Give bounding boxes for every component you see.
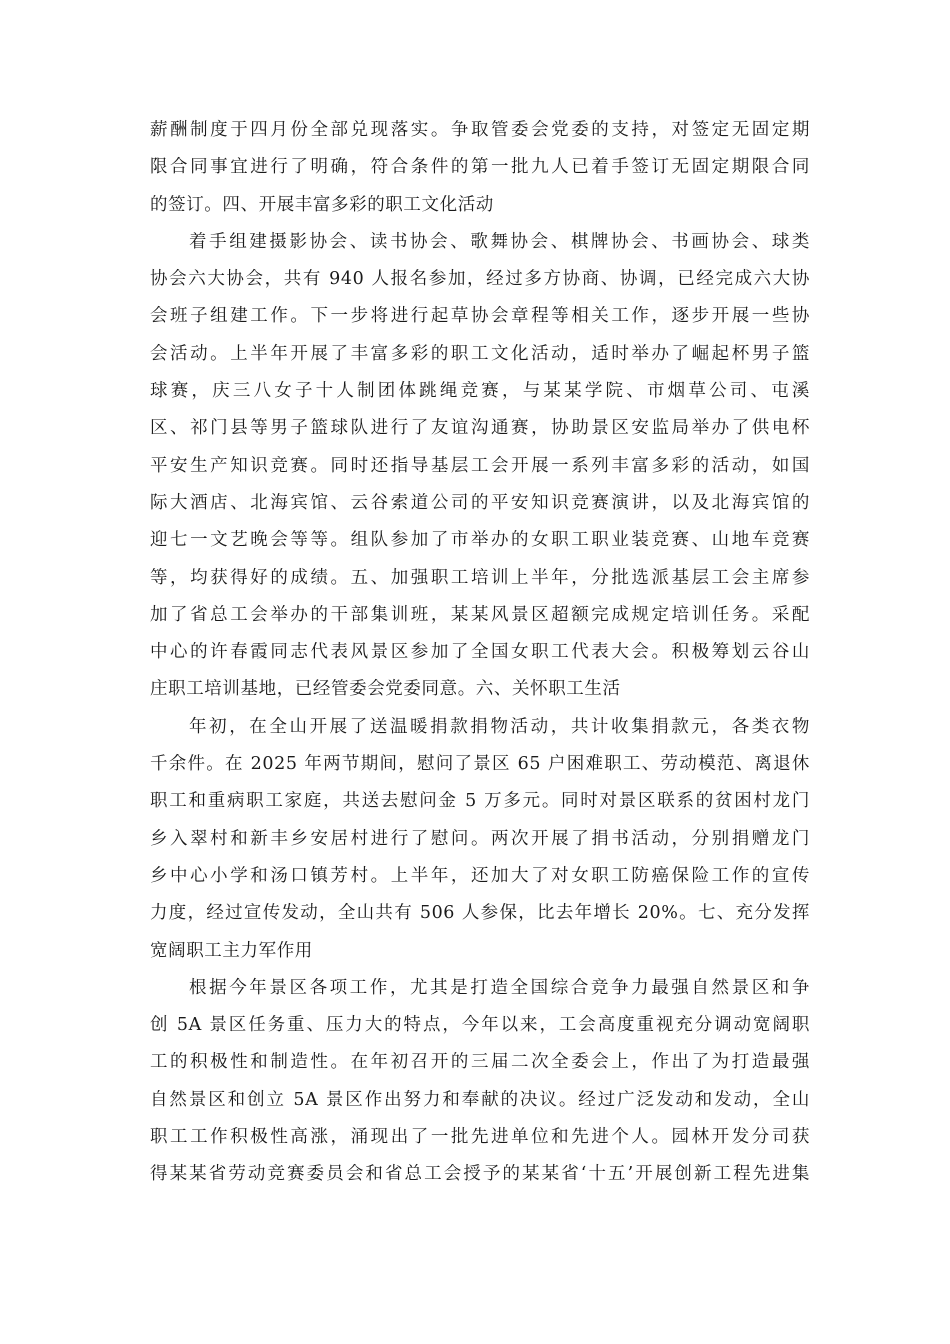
text-line: 创 5A 景区任务重、压力大的特点，今年以来，工会高度重视充分调动宽阔职 (150, 1015, 810, 1036)
paragraph-first-line: 着手组建摄影协会、读书协会、歌舞协会、棋牌协会、书画协会、球类 (189, 231, 810, 252)
text-line: 力度，经过宣传发动，全山共有 506 人参保，比去年增长 20%。七、充分发挥 (150, 903, 810, 924)
text-line: 薪酬制度于四月份全部兑现落实。争取管委会党委的支持，对签定无固定期 (150, 120, 810, 140)
text-line: 宽阔职工主力军作用 (150, 940, 313, 961)
paragraph-first-line: 根据今年景区各项工作，尤其是打造全国综合竞争力最强自然景区和争 (189, 977, 810, 998)
document-body (150, 112, 810, 1194)
text-line: 球赛，庆三八女子十人制团体跳绳竞赛，与某某学院、市烟草公司、屯溪 (150, 381, 810, 402)
text-line: 加了省总工会举办的干部集训班，某某风景区超额完成规定培训任务。采配 (150, 604, 810, 625)
text-line: 限合同事宜进行了明确，符合条件的第一批九人已着手签订无固定期限合同 (150, 157, 810, 178)
text-line: 迎七一文艺晚会等等。组队参加了市举办的女职工职业装竞赛、山地车竞赛 (150, 530, 810, 551)
text-line: 庄职工培训基地，已经管委会党委同意。六、关怀职工生活 (150, 679, 621, 700)
text-line: 工的积极性和制造性。在年初召开的三届二次全委会上，作出了为打造最强 (150, 1052, 810, 1073)
text-line: 自然景区和创立 5A 景区作出努力和奉献的决议。经过广泛发动和发动，全山 (150, 1089, 810, 1110)
text-line: 平安生产知识竞赛。同时还指导基层工会开展一系列丰富多彩的活动，如国 (150, 455, 810, 476)
text-line: 中心的许春霞同志代表风景区参加了全国女职工代表大会。积极筹划云谷山 (150, 642, 810, 663)
text-line: 会活动。上半年开展了丰富多彩的职工文化活动，适时举办了崛起杯男子篮 (150, 343, 810, 364)
text-line: 乡中心小学和汤口镇芳村。上半年，还加大了对女职工防癌保险工作的宣传 (150, 865, 810, 886)
text-line: 乡入翠村和新丰乡安居村进行了慰问。两次开展了捐书活动，分别捐赠龙门 (150, 828, 810, 849)
text-line: 职工工作积极性高涨，涌现出了一批先进单位和先进个人。园林开发分司获 (150, 1127, 810, 1148)
text-line: 职工和重病职工家庭，共送去慰问金 5 万多元。同时对景区联系的贫困村龙门 (150, 791, 810, 812)
text-line: 等，均获得好的成绩。五、加强职工培训上半年，分批选派基层工会主席参 (150, 567, 810, 588)
text-line: 区、祁门县等男子篮球队进行了友谊沟通赛，协助景区安监局举办了供电杯 (150, 418, 810, 439)
text-line: 协会六大协会，共有 940 人报名参加，经过多方协商、协调，已经完成六大协 (150, 269, 810, 290)
text-line: 千余件。在 2025 年两节期间，慰问了景区 65 户困难职工、劳动模范、离退休 (150, 754, 810, 775)
text-line: 际大酒店、北海宾馆、云谷索道公司的平安知识竞赛演讲，以及北海宾馆的 (150, 492, 810, 513)
text-line: 会班子组建工作。下一步将进行起草协会章程等相关工作，逐步开展一些协 (150, 306, 810, 327)
text-line: 得某某省劳动竞赛委员会和省总工会授予的某某省‘十五’开展创新工程先进集 (150, 1164, 810, 1185)
text-line: 的签订。四、开展丰富多彩的职工文化活动 (150, 194, 494, 215)
paragraph-first-line: 年初，在全山开展了送温暖捐款捐物活动，共计收集捐款元，各类衣物 (189, 716, 810, 737)
